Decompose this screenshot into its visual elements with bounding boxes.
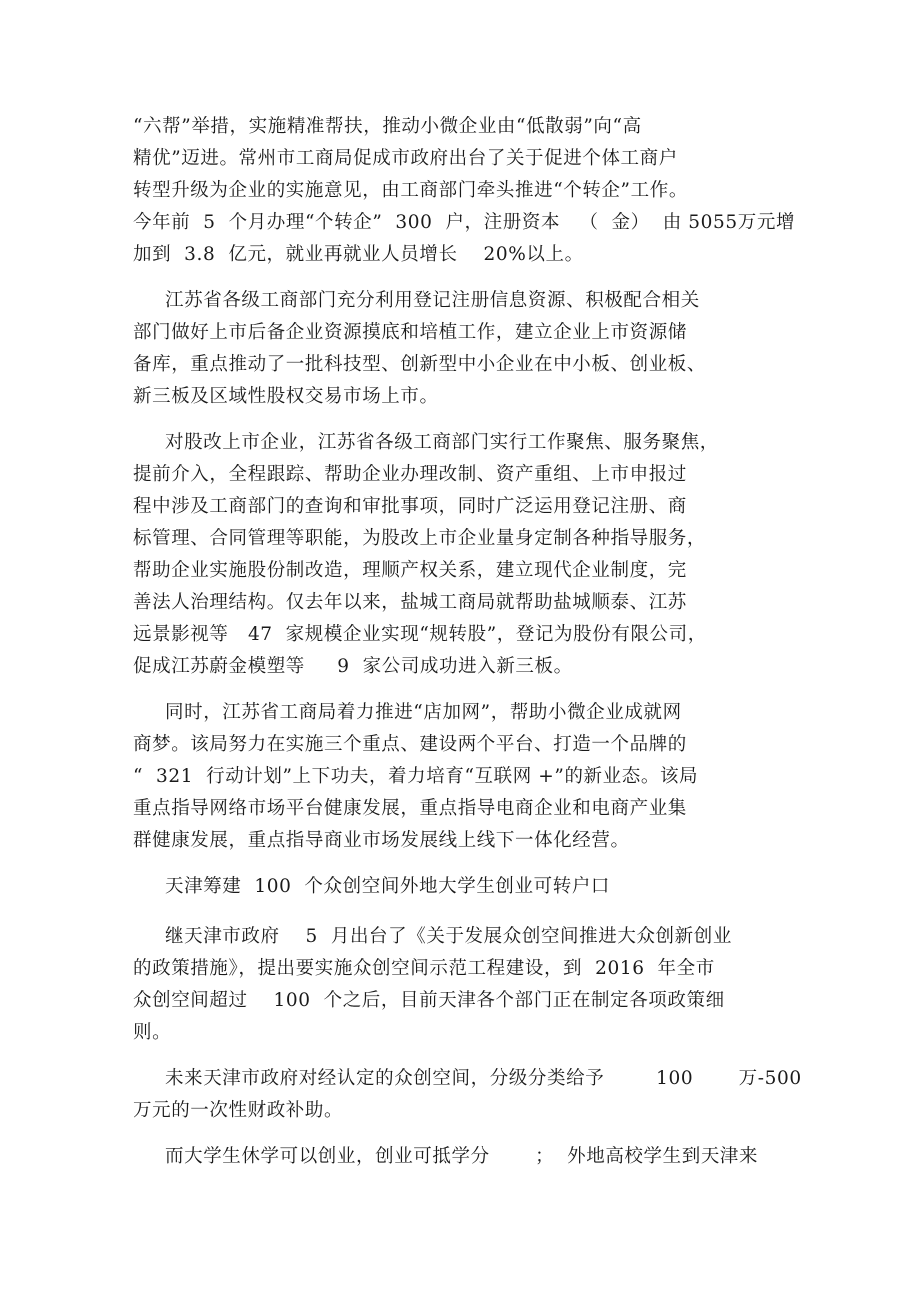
text-line: 促成江苏蔚金模塑等 9 家公司成功进入新三板。 bbox=[133, 656, 573, 677]
text-line: 群健康发展，重点指导商业市场发展线上线下一体化经营。 bbox=[133, 830, 630, 851]
text-line: 同时，江苏省工商局着力推进“店加网”，帮助小微企业成就网 bbox=[165, 702, 682, 723]
text-line: 提前介入，全程跟踪、帮助企业办理改制、资产重组、上市申报过 bbox=[133, 464, 687, 485]
section-heading: 天津筹建 100 个众创空间外地大学生创业可转户口 bbox=[165, 876, 611, 897]
text-line: 加到 3.8 亿元，就业再就业人员增长 20%以上。 bbox=[133, 244, 584, 265]
text-line: 而大学生休学可以创业，创业可抵学分 ； 外地高校学生到天津来 bbox=[165, 1146, 759, 1167]
text-line: 的政策措施》，提出要实施众创空间示范工程建设，到 2016 年全市 bbox=[133, 958, 715, 979]
text-line: 善法人治理结构。仅去年以来，盐城工商局就帮助盐城顺泰、江苏 bbox=[133, 592, 687, 613]
text-line: 众创空间超过 100 个之后，目前天津各个部门正在制定各项政策细 bbox=[133, 990, 725, 1011]
text-line: 部门做好上市后备企业资源摸底和培植工作，建立企业上市资源储 bbox=[133, 322, 687, 343]
text-line: 万元的一次性财政补助。 bbox=[133, 1100, 344, 1121]
text-line: 新三板及区域性股权交易市场上市。 bbox=[133, 386, 439, 407]
text-line: 继天津市政府 5 月出台了《关于发展众创空间推进大众创新创业 bbox=[165, 926, 732, 947]
text-line: 程中涉及工商部门的查询和审批事项，同时广泛运用登记注册、商 bbox=[133, 496, 687, 517]
text-line: 帮助企业实施股份制改造，理顺产权关系，建立现代企业制度，完 bbox=[133, 560, 687, 581]
text-line: 备库，重点推动了一批科技型、创新型中小企业在中小板、创业板、 bbox=[133, 354, 707, 375]
text-line: 对股改上市企业，江苏省各级工商部门实行工作聚焦、服务聚焦， bbox=[165, 432, 719, 453]
text-line: “ 321 行动计划”上下功夫，着力培育“互联网 +”的新业态。该局 bbox=[133, 766, 699, 787]
text-line: 精优”迈进。常州市工商局促成市政府出台了关于促进个体工商户 bbox=[133, 148, 678, 169]
text-line: 标管理、合同管理等职能，为股改上市企业量身定制各种指导服务， bbox=[133, 528, 707, 549]
text-line: 转型升级为企业的实施意见，由工商部门牵头推进“个转企”工作。 bbox=[133, 180, 688, 201]
text-line: 未来天津市政府对经认定的众创空间，分级分类给予 100 万-500 bbox=[165, 1068, 802, 1089]
text-line: 商梦。该局努力在实施三个重点、建设两个平台、打造一个品牌的 bbox=[133, 734, 687, 755]
text-line: 则。 bbox=[133, 1022, 172, 1043]
text-line: “六帮”举措，实施精准帮扶，推动小微企业由“低散弱”向“高 bbox=[133, 116, 642, 137]
text-line: 重点指导网络市场平台健康发展，重点指导电商企业和电商产业集 bbox=[133, 798, 687, 819]
text-line: 今年前 5 个月办理“个转企” 300 户，注册资本 （ 金） 由 5055万元增 bbox=[133, 212, 796, 233]
text-line: 江苏省各级工商部门充分利用登记注册信息资源、积极配合相关 bbox=[165, 290, 700, 311]
text-line: 远景影视等 47 家规模企业实现“规转股”，登记为股份有限公司， bbox=[133, 624, 707, 645]
